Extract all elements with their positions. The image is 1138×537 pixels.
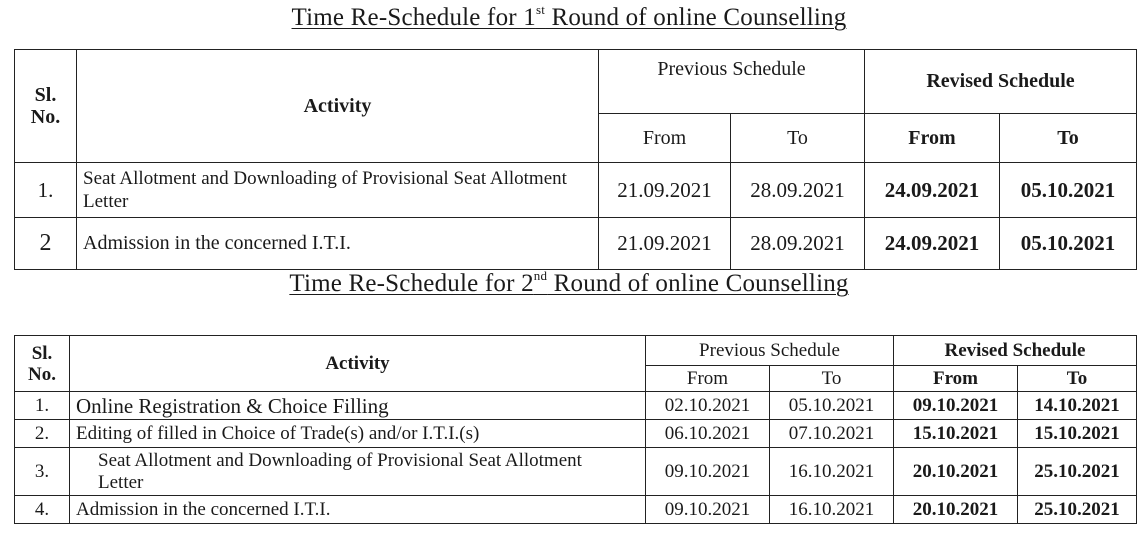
round1-row2-prev-to: 28.09.2021 — [731, 218, 865, 270]
round2-row1-sl: 1. — [15, 392, 70, 420]
round1-prev-to-header: To — [731, 114, 865, 163]
round1-sl-header-line1: Sl. — [34, 84, 57, 106]
round1-row1-prev-to: 28.09.2021 — [731, 163, 865, 218]
round2-previous-schedule-header: Previous Schedule — [646, 336, 894, 366]
round2-sl-header-line1: Sl. — [31, 342, 53, 364]
round2-row3-sl: 3. — [15, 448, 70, 496]
round1-row2-rev-from: 24.09.2021 — [865, 218, 1000, 270]
round2-row4-rev-from: 20.10.2021 — [894, 496, 1018, 524]
round2-row2-rev-from: 15.10.2021 — [894, 420, 1018, 448]
round2-row3-prev-from: 09.10.2021 — [646, 448, 770, 496]
round2-row2-prev-to: 07.10.2021 — [770, 420, 894, 448]
round1-row2-sl: 2 — [15, 218, 77, 270]
round2-schedule-table — [14, 335, 1137, 524]
round2-activity-header: Activity — [70, 336, 646, 392]
round1-rev-to-header: To — [1000, 114, 1137, 163]
table-row — [15, 420, 1137, 448]
round2-row1-activity: Online Registration & Choice Filling — [70, 392, 646, 420]
round1-title — [0, 1, 1138, 32]
round1-previous-schedule-header: Previous Schedule — [599, 50, 865, 114]
round2-row1-prev-to: 05.10.2021 — [770, 392, 894, 420]
round2-row4-prev-from: 09.10.2021 — [646, 496, 770, 524]
table-row — [15, 496, 1137, 524]
round1-activity-header: Activity — [77, 50, 599, 163]
round2-prev-from-header: From — [646, 366, 770, 392]
table-row — [15, 218, 1137, 270]
round2-row4-rev-to: 25.10.2021 — [1018, 496, 1137, 524]
round1-revised-schedule-header: Revised Schedule — [865, 50, 1137, 114]
round1-title-suffix: Round of online Counselling — [545, 4, 847, 31]
round2-rev-to-header: To — [1018, 366, 1137, 392]
round2-prev-to-header: To — [770, 366, 894, 392]
round1-row2-activity: Admission in the concerned I.T.I. — [77, 218, 599, 270]
round2-row2-sl: 2. — [15, 420, 70, 448]
round2-revised-schedule-header: Revised Schedule — [894, 336, 1137, 366]
round2-title — [0, 267, 1138, 298]
round2-row2-prev-from: 06.10.2021 — [646, 420, 770, 448]
round2-title-suffix: Round of online Counselling — [547, 270, 849, 297]
round1-row1-rev-to: 05.10.2021 — [1000, 163, 1137, 218]
round2-row3-rev-from: 20.10.2021 — [894, 448, 1018, 496]
round2-row4-prev-to: 16.10.2021 — [770, 496, 894, 524]
table-row — [15, 163, 1137, 218]
round1-row1-activity: Seat Allotment and Downloading of Provisional Seat Allotment Letter — [77, 163, 599, 218]
round1-row1-rev-from: 24.09.2021 — [865, 163, 1000, 218]
table-row — [15, 448, 1137, 496]
round1-row2-prev-from: 21.09.2021 — [599, 218, 731, 270]
round2-row4-sl: 4. — [15, 496, 70, 524]
round2-title-sup: nd — [533, 267, 548, 283]
round2-row3-activity: Seat Allotment and Downloading of Provisional Seat Allotment Letter — [70, 448, 646, 496]
round1-title-prefix: Time Re-Schedule for 1 — [291, 4, 536, 31]
round2-row4-activity: Admission in the concerned I.T.I. — [70, 496, 646, 524]
round1-schedule-table — [14, 49, 1137, 270]
round2-rev-from-header: From — [894, 366, 1018, 392]
round2-row1-prev-from: 02.10.2021 — [646, 392, 770, 420]
round2-title-prefix: Time Re-Schedule for 2 — [289, 270, 534, 297]
round2-sl-header-line2: No. — [28, 363, 56, 385]
round1-sl-header — [15, 50, 77, 163]
round2-row3-rev-to: 25.10.2021 — [1018, 448, 1137, 496]
round1-row1-prev-from: 21.09.2021 — [599, 163, 731, 218]
round1-title-sup: st — [535, 1, 546, 17]
round1-sl-header-line2: No. — [30, 106, 61, 128]
round2-row1-rev-to: 14.10.2021 — [1018, 392, 1137, 420]
round2-row2-activity: Editing of filled in Choice of Trade(s) and/or I.T.I.(s) — [70, 420, 646, 448]
round2-row3-prev-to: 16.10.2021 — [770, 448, 894, 496]
table-row — [15, 392, 1137, 420]
round1-prev-from-header: From — [599, 114, 731, 163]
round1-row2-rev-to: 05.10.2021 — [1000, 218, 1137, 270]
round1-rev-from-header: From — [865, 114, 1000, 163]
round2-row1-rev-from: 09.10.2021 — [894, 392, 1018, 420]
round2-row2-rev-to: 15.10.2021 — [1018, 420, 1137, 448]
round1-row1-sl: 1. — [15, 163, 77, 218]
round2-sl-header — [15, 336, 70, 392]
